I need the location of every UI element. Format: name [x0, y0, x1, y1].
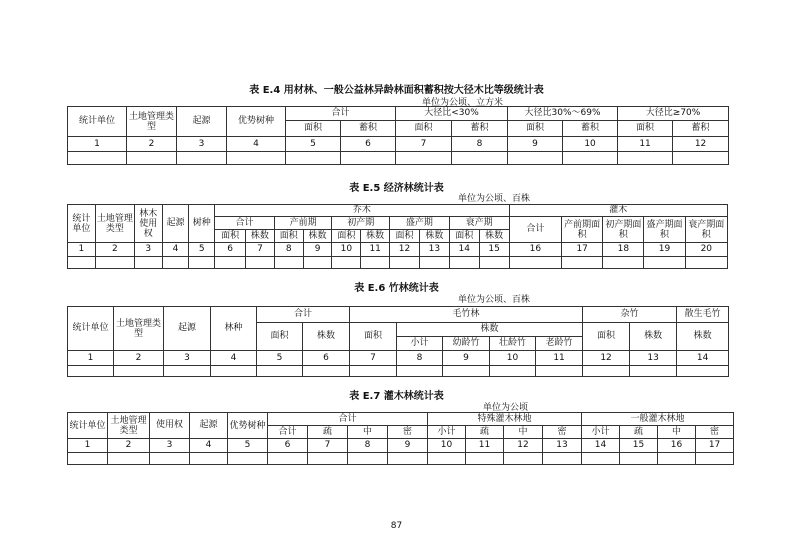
- column-number: 2: [114, 351, 164, 366]
- header-medium: 中: [658, 426, 696, 439]
- header-pre-production: 产前期: [274, 217, 332, 230]
- header-area: 面积: [286, 121, 341, 137]
- header-peak-production: 盛产期: [390, 217, 450, 230]
- column-number: 12: [390, 243, 420, 257]
- header-mixed-bamboo: 杂竹: [583, 307, 677, 323]
- column-number: 3: [134, 243, 162, 257]
- column-number: 3: [164, 351, 211, 366]
- table-e4-title: 表 E.4 用材林、一般公益林异龄林面积蓄积按大径木比等级统计表: [249, 85, 544, 96]
- header-scattered-maozhu: 散生毛竹: [677, 307, 729, 323]
- empty-row: [68, 257, 728, 269]
- header-shrub-pre-area: 产前期面积: [562, 217, 603, 243]
- column-number: 8: [348, 439, 388, 453]
- column-number: 5: [189, 243, 215, 257]
- header-maozhu-forest: 毛竹林: [350, 307, 583, 323]
- column-number: 14: [449, 243, 479, 257]
- header-shrub-total: 合计: [509, 217, 562, 243]
- header-young-bamboo: 幼龄竹: [443, 337, 490, 351]
- table-e6: [67, 306, 729, 377]
- column-number: 3: [150, 439, 190, 453]
- header-species: 树种: [189, 205, 215, 243]
- column-number: 13: [543, 439, 582, 453]
- header-volume: 蓄积: [341, 121, 396, 137]
- column-number: 10: [490, 351, 536, 366]
- header-land-type: 土地管理类型: [114, 307, 164, 351]
- column-number: 11: [536, 351, 583, 366]
- header-shrub-decline-area: 衰产期面积: [685, 217, 727, 243]
- header-count: 株数: [479, 230, 509, 243]
- header-forest-kind: 林种: [211, 307, 257, 351]
- header-count: 株数: [246, 230, 275, 243]
- column-number: 16: [658, 439, 696, 453]
- header-shrub-peak-area: 盛产期面积: [644, 217, 685, 243]
- header-area: 面积: [508, 121, 563, 137]
- header-area: 面积: [257, 323, 303, 351]
- table-e5-title: 表 E.5 经济林统计表: [349, 183, 444, 194]
- header-count: 株数: [303, 323, 350, 351]
- header-total: 合计: [268, 413, 428, 426]
- column-number: 5: [228, 439, 268, 453]
- header-area: 面积: [350, 323, 397, 351]
- column-number: 6: [303, 351, 350, 366]
- column-number: 19: [644, 243, 685, 257]
- column-number: 4: [211, 351, 257, 366]
- column-number: 12: [504, 439, 543, 453]
- header-area: 面积: [332, 230, 361, 243]
- column-number: 13: [630, 351, 677, 366]
- header-medium: 中: [504, 426, 543, 439]
- column-number: 15: [620, 439, 658, 453]
- header-count: 株数: [419, 230, 449, 243]
- header-species: 优势树种: [228, 413, 268, 439]
- header-area: 面积: [274, 230, 303, 243]
- header-count: 株数: [303, 230, 332, 243]
- column-number: 11: [618, 137, 673, 152]
- header-dense: 密: [696, 426, 734, 439]
- column-number: 4: [190, 439, 228, 453]
- header-area: 面积: [390, 230, 420, 243]
- column-number: 17: [696, 439, 734, 453]
- header-origin: 起源: [177, 107, 227, 137]
- table-e6-title: 表 E.6 竹林统计表: [354, 283, 439, 294]
- column-number: 6: [268, 439, 308, 453]
- table-e4: [67, 106, 729, 165]
- header-count: 株数: [630, 323, 677, 351]
- column-number: 14: [582, 439, 620, 453]
- header-old-bamboo: 老龄竹: [536, 337, 583, 351]
- column-number: 9: [508, 137, 563, 152]
- header-subtotal: 小计: [397, 337, 443, 351]
- header-use-right: 使用权: [150, 413, 190, 439]
- column-number: 1: [68, 439, 108, 453]
- header-count: 株数: [677, 323, 729, 351]
- header-sparse: 疏: [308, 426, 348, 439]
- empty-row: [68, 453, 734, 465]
- header-stem-count: 株数: [397, 323, 583, 337]
- header-subtotal: 小计: [428, 426, 466, 439]
- empty-row: [68, 366, 729, 377]
- header-general-shrub: 一般灌木林地: [582, 413, 734, 426]
- header-total: 合计: [286, 107, 396, 121]
- column-number: 9: [303, 243, 332, 257]
- header-stat-unit: 统计单位: [68, 205, 96, 243]
- header-tree: 乔木: [215, 205, 509, 217]
- header-total: 合计: [257, 307, 350, 323]
- header-strong-bamboo: 壮龄竹: [490, 337, 536, 351]
- column-number: 1: [68, 351, 114, 366]
- header-medium: 中: [348, 426, 388, 439]
- table-e7-title: 表 E.7 灌木林统计表: [349, 391, 444, 402]
- column-number: 16: [509, 243, 562, 257]
- header-land-type: 土地管理类型: [95, 205, 134, 243]
- column-number: 5: [257, 351, 303, 366]
- header-stat-unit: 统计单位: [68, 413, 108, 439]
- table-e5-unit: 单位为公顷、百株: [458, 194, 531, 204]
- header-area: 面积: [396, 121, 452, 137]
- column-number: 20: [685, 243, 727, 257]
- column-number: 9: [388, 439, 428, 453]
- column-number: 11: [361, 243, 390, 257]
- page-number: 87: [390, 521, 403, 531]
- table-e5: [67, 204, 728, 269]
- column-number: 7: [396, 137, 452, 152]
- header-early-production: 初产期: [332, 217, 390, 230]
- column-number: 4: [227, 137, 286, 152]
- header-lt30: 大径比<30%: [396, 107, 508, 121]
- column-number: 13: [419, 243, 449, 257]
- column-number: 6: [341, 137, 396, 152]
- column-number: 12: [583, 351, 630, 366]
- column-number: 4: [162, 243, 189, 257]
- column-number: 8: [397, 351, 443, 366]
- header-special-shrub: 特殊灌木林地: [428, 413, 582, 426]
- column-number: 2: [108, 439, 150, 453]
- header-origin: 起源: [164, 307, 211, 351]
- header-land-type: 土地管理类型: [127, 107, 177, 137]
- header-origin: 起源: [162, 205, 189, 243]
- column-number: 14: [677, 351, 729, 366]
- header-land-type: 土地管理类型: [108, 413, 150, 439]
- column-number: 2: [127, 137, 177, 152]
- header-total: 合计: [215, 217, 275, 230]
- column-number: 10: [332, 243, 361, 257]
- column-number: 7: [246, 243, 275, 257]
- header-area: 面积: [583, 323, 630, 351]
- header-sparse: 疏: [466, 426, 504, 439]
- column-number: 12: [673, 137, 729, 152]
- header-ge70: 大径比≥70%: [618, 107, 729, 121]
- table-e4-unit: 单位为公顷、立方米: [422, 98, 504, 108]
- column-number: 5: [286, 137, 341, 152]
- header-volume: 蓄积: [563, 121, 618, 137]
- column-number: 10: [563, 137, 618, 152]
- column-number: 1: [68, 137, 127, 152]
- header-use-right: 林木使用权: [134, 205, 162, 243]
- header-volume: 蓄积: [673, 121, 729, 137]
- header-sum: 合计: [268, 426, 308, 439]
- header-30-69: 大径比30%～69%: [508, 107, 618, 121]
- header-dense: 密: [388, 426, 428, 439]
- empty-row: [68, 152, 729, 165]
- header-shrub-early-area: 初产期面积: [603, 217, 644, 243]
- column-number: 7: [308, 439, 348, 453]
- column-number: 2: [95, 243, 134, 257]
- header-stat-unit: 统计单位: [68, 307, 114, 351]
- column-number: 8: [452, 137, 508, 152]
- header-dense: 密: [543, 426, 582, 439]
- column-number: 7: [350, 351, 397, 366]
- header-sparse: 疏: [620, 426, 658, 439]
- column-number: 18: [603, 243, 644, 257]
- column-number: 15: [479, 243, 509, 257]
- column-number: 17: [562, 243, 603, 257]
- header-area: 面积: [449, 230, 479, 243]
- header-stat-unit: 统计单位: [68, 107, 127, 137]
- table-e7: [67, 412, 734, 465]
- header-decline-production: 衰产期: [449, 217, 509, 230]
- header-area: 面积: [618, 121, 673, 137]
- table-e6-unit: 单位为公顷、百株: [458, 295, 531, 305]
- header-count: 株数: [361, 230, 390, 243]
- column-number: 1: [68, 243, 96, 257]
- column-number: 6: [215, 243, 246, 257]
- header-volume: 蓄积: [452, 121, 508, 137]
- column-number: 3: [177, 137, 227, 152]
- column-number: 8: [274, 243, 303, 257]
- column-number: 9: [443, 351, 490, 366]
- header-species: 优势树种: [227, 107, 286, 137]
- header-origin: 起源: [190, 413, 228, 439]
- header-subtotal: 小计: [582, 426, 620, 439]
- table-e7-unit: 单位为公顷: [483, 403, 529, 413]
- header-shrub: 灌木: [509, 205, 727, 217]
- header-area: 面积: [215, 230, 246, 243]
- column-number: 11: [466, 439, 504, 453]
- column-number: 10: [428, 439, 466, 453]
